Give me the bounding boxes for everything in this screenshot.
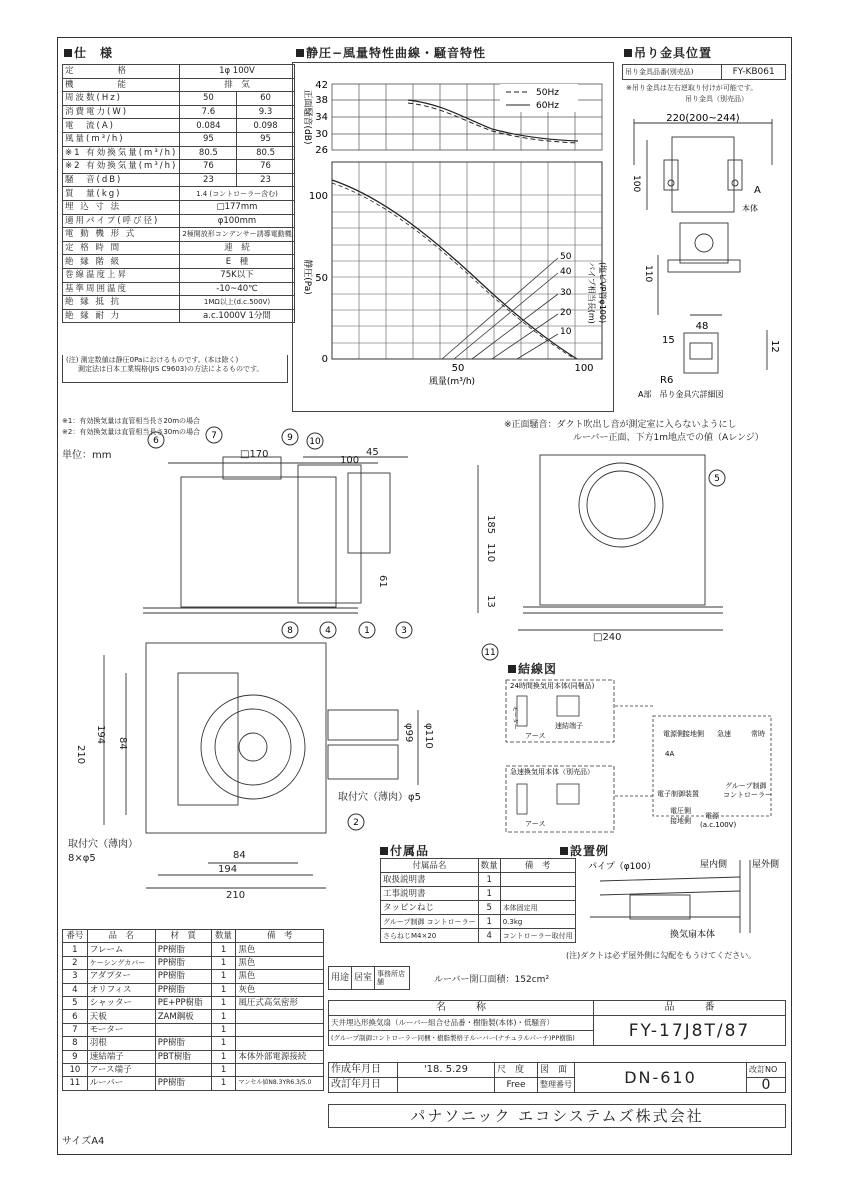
spec-row (63, 132, 295, 146)
accessory-row (381, 901, 576, 915)
accessory-cell: グループ制御 コントローラー (381, 915, 479, 929)
pressure-tick-0: 0 (321, 354, 328, 365)
product-name-1: 天井埋込形換気扇（ルーバー組合せ品番・樹脂製(本体)・低騒音） (329, 1016, 594, 1031)
scale-label: 尺 度 (495, 1063, 538, 1078)
hanger-caption: 吊り金具（別売品） (685, 95, 748, 103)
hanger-title: 吊り金具位置 (624, 44, 712, 61)
hanger-detail-caption: A部 吊り金具穴詳細図 (638, 390, 724, 399)
parts-cell: ZAM鋼板 (155, 1010, 211, 1023)
callout-2: 2 (353, 818, 359, 828)
parts-cell: 10 (63, 1063, 88, 1076)
characteristic-chart (292, 62, 614, 412)
callout-3: 3 (401, 626, 407, 636)
spec-table (62, 64, 295, 323)
noise-tick-38: 38 (315, 95, 328, 106)
spec-label: 適用パイプ(呼び径) (63, 214, 180, 228)
spec-value: 80.5 (180, 146, 237, 160)
noise-axis-label: 正面騒音(dB) (302, 89, 312, 145)
hanger-drawing (622, 105, 786, 400)
callout-4: 4 (325, 626, 331, 636)
parts-header: 材 質 (155, 930, 211, 943)
dim-61: 61 (377, 575, 388, 588)
install-diagram (560, 855, 790, 945)
callout-5: 5 (714, 474, 720, 484)
parts-row (63, 983, 324, 996)
parts-cell: アース端子 (87, 1063, 155, 1076)
spec-value: 0.098 (237, 119, 294, 133)
spec-label: 絶 縁 耐 力 (63, 309, 180, 323)
parts-row (63, 1023, 324, 1036)
install-body: 換気扇本体 (670, 930, 716, 940)
parts-cell: フレーム (87, 943, 155, 956)
flow-axis-label: 風量(m³/h) (428, 377, 476, 387)
wiring-motor-1: モーター (511, 706, 518, 730)
parts-cell: 1 (211, 996, 236, 1009)
scale-value: Free (495, 1078, 538, 1093)
pipe-tick-30: 30 (560, 288, 572, 298)
parts-row (63, 943, 324, 956)
parts-header: 品 名 (87, 930, 155, 943)
parts-cell: 1 (211, 1037, 236, 1050)
parts-cell: PP樹脂 (155, 1037, 211, 1050)
spec-value: 9.3 (237, 105, 294, 119)
use-label: 用途 (329, 967, 352, 990)
dim-13: 13 (485, 595, 496, 608)
parts-cell: 8 (63, 1037, 88, 1050)
accessory-cell: 5 (478, 901, 500, 915)
parts-cell: 本体外部電源接続 (236, 1050, 324, 1063)
dim-210b: 210 (226, 890, 246, 901)
accessory-cell: 1 (478, 915, 500, 929)
spec-row (63, 282, 295, 296)
spec-row (63, 105, 295, 119)
parts-cell: 7 (63, 1023, 88, 1036)
drawing-label-2: 整理番号 (538, 1078, 575, 1093)
spec-value: φ100mm (180, 214, 294, 228)
spec-label: 絶 縁 抵 抗 (63, 296, 180, 310)
dim-99: φ99 (403, 723, 414, 743)
accessory-header: 付属品名 (381, 859, 479, 873)
accessory-cell: 4 (478, 929, 500, 943)
callout-11: 11 (484, 648, 496, 658)
flow-tick-50: 50 (451, 363, 465, 374)
accessory-header: 数量 (478, 859, 500, 873)
parts-cell: オリフィス (87, 983, 155, 996)
spec-value: 1MΩ以上(d.c.500V) (180, 296, 294, 310)
install-pipe: パイプ（φ100） (588, 862, 656, 872)
accessory-table (380, 858, 576, 943)
spec-note-2: 測定法は日本工業規格(JIS C9603)の方法によるものです。 (78, 365, 264, 373)
callout-6: 6 (153, 436, 159, 446)
dim-240: □240 (593, 632, 622, 643)
noise-tick-30: 30 (315, 129, 328, 140)
pipe-tick-10: 10 (560, 327, 572, 337)
parts-table (62, 929, 324, 1091)
spec-row (63, 200, 295, 214)
spec-row (63, 296, 295, 310)
callout-10: 10 (309, 437, 321, 447)
made-label: 作成年月日 (329, 1063, 398, 1078)
parts-cell: 3 (63, 970, 88, 983)
parts-row (63, 1037, 324, 1050)
spec-value: 連 続 (180, 241, 294, 255)
spec-label: 質 量(kg) (63, 187, 180, 201)
parts-cell: 風圧式高気密形 (236, 996, 324, 1009)
parts-row (63, 1063, 324, 1076)
hanger-label: 吊り金具品番(別売品) (623, 65, 722, 80)
wiring-power: 電源 (705, 812, 719, 820)
parts-cell: 1 (63, 943, 88, 956)
accessory-cell: 工事説明書 (381, 887, 479, 901)
parts-cell: 9 (63, 1050, 88, 1063)
parts-cell: 1 (211, 1010, 236, 1023)
parts-cell: マンセル値N8.3YR6.3/5.0 (236, 1077, 324, 1090)
spec-row (63, 146, 295, 160)
pressure-tick-50: 50 (315, 273, 328, 284)
spec-label: 定 格 時 間 (63, 241, 180, 255)
name-header: 名 称 (329, 1001, 594, 1016)
mount-hole-label-2b: 8×φ5 (68, 853, 96, 864)
spec-label: 電 動 機 形 式 (63, 228, 180, 242)
dim-194b: 194 (218, 864, 238, 875)
parts-cell: PP樹脂 (155, 956, 211, 969)
spec-footnote-2: ※2：有効換気量は直管相当長さ30mの場合 (62, 428, 201, 436)
dim-45: 45 (366, 447, 379, 458)
revision-no: 0 (747, 1078, 786, 1093)
spec-value: a.c.1000V 1分間 (180, 309, 294, 323)
spec-row (63, 92, 295, 106)
spec-row (63, 228, 295, 242)
parts-row (63, 996, 324, 1009)
made-date: '18. 5.29 (398, 1063, 495, 1078)
parts-cell (236, 1023, 324, 1036)
spec-value: 23 (237, 173, 294, 187)
parts-cell: 1 (211, 1063, 236, 1076)
dim-100: 100 (340, 455, 360, 466)
spec-value: 23 (180, 173, 237, 187)
wiring-group: グループ制御 (725, 782, 767, 790)
wiring-earth-2: アース (525, 820, 546, 828)
spec-value: 排 気 (180, 78, 294, 92)
spec-label: 巻線温度上昇 (63, 268, 180, 282)
parts-cell (155, 1023, 211, 1036)
hanger-dim-110: 110 (643, 265, 653, 283)
spec-value: 95 (180, 132, 237, 146)
parts-cell: 2 (63, 956, 88, 969)
wiring-diagram (505, 676, 787, 836)
legend-60hz: 60Hz (536, 101, 559, 111)
parts-cell: 5 (63, 996, 88, 1009)
product-name-2: (グループ制御コントローラー同梱・樹脂製格子ルーバー(ナチュラルパーチ)PP樹脂) (329, 1031, 594, 1046)
wiring-box-2: 急速換気用本体（別売品） (510, 768, 594, 776)
wiring-group-2: コントローラー (723, 791, 772, 799)
spec-value: □177mm (180, 200, 294, 214)
spec-title: 仕 様 (64, 44, 113, 61)
drawing-number: DN-610 (575, 1063, 747, 1093)
revision-date-label: 改訂年月日 (329, 1078, 398, 1093)
hanger-table (622, 64, 786, 80)
curve-note-2: ルーバー正面、下方1m地点での値（Aレンジ） (573, 433, 764, 443)
parts-cell: モーター (87, 1023, 155, 1036)
spec-value: 76 (180, 160, 237, 174)
spec-value: 7.6 (180, 105, 237, 119)
dim-110: 110 (485, 543, 496, 563)
parts-cell: PBT樹脂 (155, 1050, 211, 1063)
install-note: (注)ダクトは必ず屋外側に勾配をもうけてください。 (566, 951, 757, 960)
dim-84b: 84 (233, 850, 246, 861)
parts-cell: ルーバー (87, 1077, 155, 1090)
parts-cell (236, 1063, 324, 1076)
wiring-terminal: 速結端子 (555, 722, 583, 730)
spec-row (63, 160, 295, 174)
spec-label: 周波数(Hz) (63, 92, 180, 106)
title-block-bottom (328, 1062, 786, 1093)
mount-hole-label-2a: 取付穴（薄肉） (68, 839, 138, 850)
wiring-t1: 電源側 (663, 730, 684, 738)
parts-cell: シャッター (87, 996, 155, 1009)
parts-row (63, 1050, 324, 1063)
mount-hole-label: 取付穴（薄肉）φ5 (338, 792, 421, 803)
spec-value: 0.084 (180, 119, 237, 133)
parts-cell: PP樹脂 (155, 983, 211, 996)
parts-cell: 11 (63, 1077, 88, 1090)
wiring-line-1: 電圧側 (670, 807, 691, 815)
accessory-header: 備 考 (500, 859, 575, 873)
paper-size: サイズA4 (62, 1136, 105, 1147)
accessory-cell: コントローラー取付用 (500, 929, 575, 943)
parts-cell: 1 (211, 970, 236, 983)
parts-cell: PP樹脂 (155, 970, 211, 983)
callout-1: 1 (364, 626, 370, 636)
wiring-t2: 接地側 (683, 730, 704, 738)
callout-9: 9 (287, 433, 293, 443)
dim-110b: φ110 (423, 723, 434, 749)
install-title: 設置例 (560, 842, 609, 859)
parts-cell: 黒色 (236, 956, 324, 969)
spec-value: -10~40℃ (180, 282, 294, 296)
hanger-dim-220: 220(200~244) (666, 113, 740, 124)
noise-tick-42: 42 (315, 80, 328, 91)
spec-value: 60 (237, 92, 294, 106)
spec-row (63, 173, 295, 187)
parts-cell: PP樹脂 (155, 1077, 211, 1090)
spec-value: 1.4 (コントローラー含む) (180, 187, 294, 201)
spec-label: 電 流(A) (63, 119, 180, 133)
parts-cell: 黒色 (236, 943, 324, 956)
hanger-note: ※吊り金具は左右逆取り付けが可能です。 (626, 84, 758, 92)
accessory-cell: さらねじM4×20 (381, 929, 479, 943)
dim-185: 185 (485, 515, 496, 535)
parts-cell: ケーシングカバー (87, 956, 155, 969)
title-block (328, 1000, 786, 1046)
spec-value: 76 (237, 160, 294, 174)
spec-value: 1φ 100V (180, 65, 294, 79)
wiring-controller: 電子制御装置 (657, 790, 699, 798)
spec-label: 基準周囲温度 (63, 282, 180, 296)
parts-header: 備 考 (236, 930, 324, 943)
part-header: 品 番 (594, 1001, 786, 1016)
spec-label: 風量(m³/h) (63, 132, 180, 146)
accessory-row (381, 915, 576, 929)
install-indoor: 屋内側 (700, 860, 728, 870)
pipe-tick-20: 20 (560, 308, 572, 318)
use-value-2: 事務所店舗 (375, 967, 410, 990)
hanger-dim-12: 12 (769, 340, 780, 353)
parts-cell: 1 (211, 983, 236, 996)
spec-label: 埋 込 寸 法 (63, 200, 180, 214)
spec-label: 機 能 (63, 78, 180, 92)
pressure-tick-100: 100 (308, 191, 328, 202)
hanger-label-a: A (754, 185, 761, 196)
spec-label: 騒 音(dB) (63, 173, 180, 187)
hanger-dim-r6: R6 (660, 375, 674, 386)
hanger-label-main: 本体 (742, 204, 758, 213)
parts-cell: 灰色 (236, 983, 324, 996)
spec-value: 95 (237, 132, 294, 146)
spec-label: ※2 有効換気量(m³/h) (63, 160, 180, 174)
install-outdoor: 屋外側 (752, 860, 780, 870)
parts-row (63, 956, 324, 969)
spec-note-1: (注) 測定数値は静圧0Paにおけるものです。(本は除く) (66, 356, 239, 364)
hanger-dim-100: 100 (631, 175, 641, 193)
spec-value: 50 (180, 92, 237, 106)
spec-label: 消費電力(W) (63, 105, 180, 119)
dim-194: 194 (95, 725, 106, 745)
parts-cell: 1 (211, 1050, 236, 1063)
dim-210: 210 (75, 745, 86, 765)
noise-tick-34: 34 (315, 112, 328, 123)
accessory-cell: 1 (478, 873, 500, 887)
wiring-t4: 常時 (751, 730, 765, 738)
parts-cell (155, 1063, 211, 1076)
spec-value: 80.5 (237, 146, 294, 160)
dim-84: 84 (117, 737, 128, 750)
parts-cell: 羽根 (87, 1037, 155, 1050)
wiring-power-2: (a.c.100V) (700, 821, 737, 829)
spec-row (63, 187, 295, 201)
wiring-4a: 4A (665, 750, 675, 758)
accessory-cell: タッピンねじ (381, 901, 479, 915)
parts-row (63, 970, 324, 983)
spec-label: ※1 有効換気量(m³/h) (63, 146, 180, 160)
louver-area: ルーバー開口面積：152cm² (434, 975, 550, 985)
parts-cell (236, 1037, 324, 1050)
spec-row (63, 268, 295, 282)
accessory-row (381, 887, 576, 901)
parts-header: 番号 (63, 930, 88, 943)
hanger-dim-48: 48 (695, 321, 709, 332)
parts-cell: 速結端子 (87, 1050, 155, 1063)
parts-cell: 6 (63, 1010, 88, 1023)
callout-7: 7 (211, 431, 217, 441)
wiring-box-1: 24時間換気用本体(同梱品) (510, 682, 595, 690)
spec-label: 絶 縁 階 級 (63, 255, 180, 269)
callout-8: 8 (287, 626, 293, 636)
spec-row (63, 214, 295, 228)
drawing-label: 図 面 (538, 1063, 575, 1078)
spec-row (63, 119, 295, 133)
curve-note-1: ※正面騒音：ダクト吹出し音が測定室に入らないようにし (504, 420, 737, 430)
spec-row (63, 241, 295, 255)
hanger-part: FY-KB061 (722, 65, 786, 80)
unit-label: 単位：mm (62, 450, 112, 461)
pipe-tick-40: 40 (560, 267, 572, 277)
accessory-title: 付属品 (380, 842, 429, 859)
pressure-axis-label: 静圧(Pa) (302, 259, 312, 295)
parts-cell: 4 (63, 983, 88, 996)
hanger-dim-15: 15 (662, 335, 675, 346)
spec-row (63, 65, 295, 79)
wiring-line-2: 接地側 (670, 817, 691, 825)
wiring-earth: アース (525, 732, 546, 740)
spec-value: E 種 (180, 255, 294, 269)
parts-cell: 1 (211, 1023, 236, 1036)
parts-cell: PP樹脂 (155, 943, 211, 956)
parts-header: 数量 (211, 930, 236, 943)
spec-footnote-1: ※1：有効換気量は直管相当長さ20mの場合 (62, 417, 201, 425)
use-value-1: 居室 (352, 967, 375, 990)
parts-cell: 天板 (87, 1010, 155, 1023)
spec-note-box (62, 355, 288, 383)
pipe-tick-50: 50 (560, 252, 572, 262)
spec-row (63, 255, 295, 269)
parts-cell: 1 (211, 1077, 236, 1090)
parts-cell: 黒色 (236, 970, 324, 983)
dim-170: □170 (240, 449, 269, 460)
accessory-row (381, 929, 576, 943)
spec-label: 定 格 (63, 65, 180, 79)
revision-no-label: 改訂NO (747, 1063, 786, 1078)
parts-cell: 1 (211, 956, 236, 969)
parts-row (63, 1077, 324, 1090)
parts-cell: アダプター (87, 970, 155, 983)
pipe-axis-label: パイプ相当長(m) (587, 262, 596, 324)
wiring-title: 結線図 (508, 660, 557, 677)
parts-cell (236, 1010, 324, 1023)
noise-tick-26: 26 (315, 145, 328, 156)
part-number: FY-17J8T/87 (594, 1016, 786, 1046)
spec-row (63, 309, 295, 323)
spec-value: 75K以下 (180, 268, 294, 282)
accessory-cell: 本体固定用 (500, 901, 575, 915)
parts-row (63, 1010, 324, 1023)
accessory-cell: 0.3kg (500, 915, 575, 929)
curve-title: 静圧−風量特性曲線・騒音特性 (296, 44, 486, 61)
spec-row (63, 78, 295, 92)
wiring-t3: 急速 (717, 730, 731, 738)
flow-tick-100: 100 (574, 363, 594, 374)
spec-value: 2極開放形コンデンサー誘導電動機 (180, 228, 294, 242)
pipe-axis-label-2: (塩ビVP管φ100) (598, 262, 607, 324)
accessory-row (381, 873, 576, 887)
company-name: パナソニック エコシステムズ株式会社 (328, 1104, 786, 1128)
accessory-cell: 1 (478, 887, 500, 901)
parts-cell: 1 (211, 943, 236, 956)
accessory-cell: 取扱説明書 (381, 873, 479, 887)
legend-50hz: 50Hz (536, 88, 559, 98)
parts-cell: PE+PP樹脂 (155, 996, 211, 1009)
